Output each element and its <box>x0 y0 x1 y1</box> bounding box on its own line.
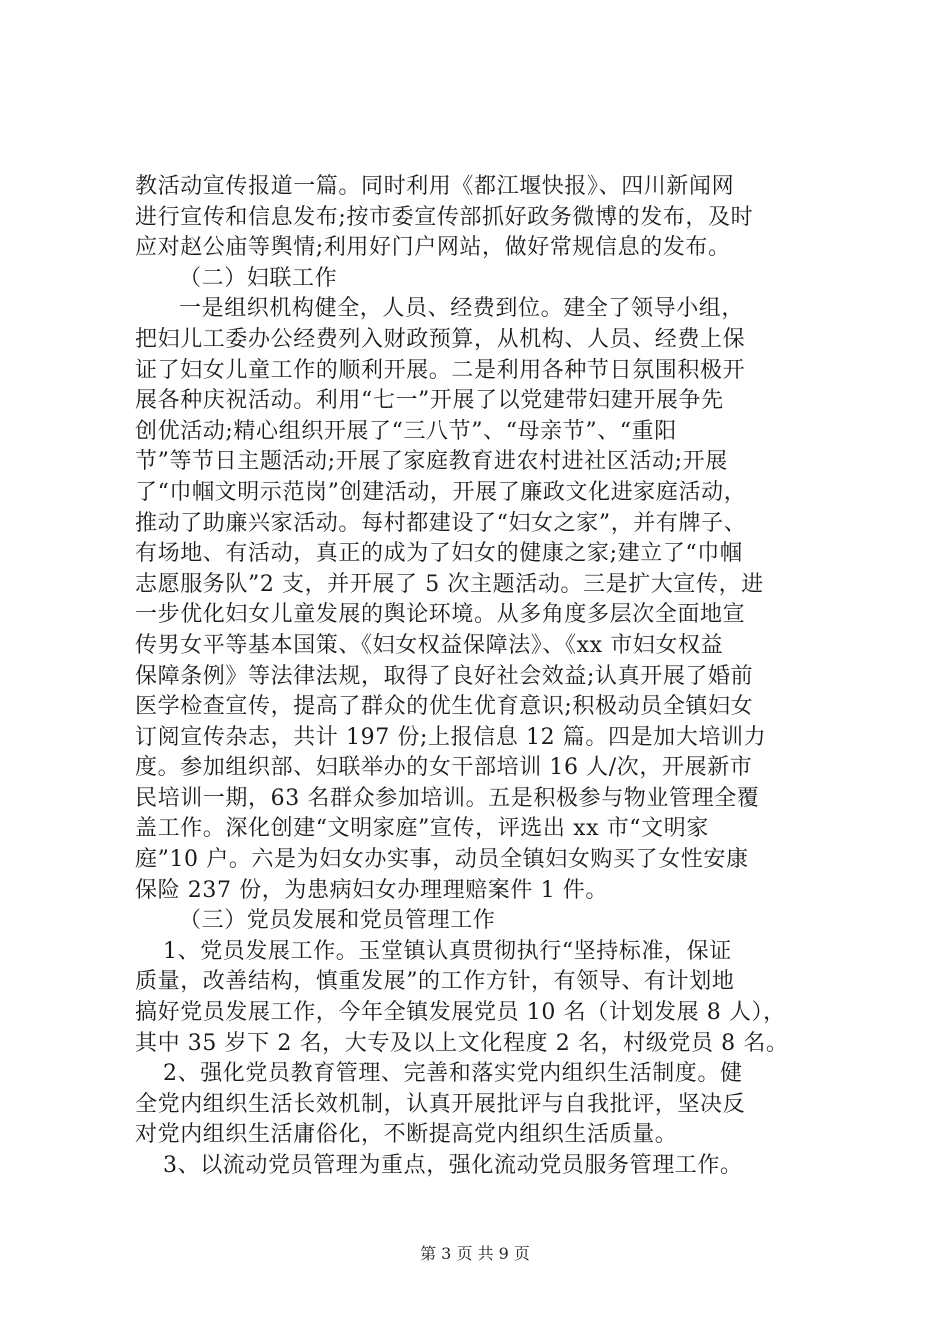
page-number-footer: 第 3 页 共 9 页 <box>420 1244 530 1263</box>
text-line: 医学检查宣传，提高了群众的优生优育意识;积极动员全镇妇女 <box>135 694 754 720</box>
text-line: 2、强化党员教育管理、完善和落实党内组织生活制度。健 <box>163 1061 743 1087</box>
text-line: 应对赵公庙等舆情;利用好门户网站，做好常规信息的发布。 <box>135 235 731 261</box>
text-line: 教活动宣传报道一篇。同时利用《都江堰快报》、四川新闻网 <box>135 174 735 199</box>
text-line: 保障条例》等法律法规，取得了良好社会效益;认真开展了婚前 <box>135 663 754 689</box>
text-line: 1、党员发展工作。玉堂镇认真贯彻执行“坚持标准，保证 <box>163 938 732 964</box>
text-line: 度。参加组织部、妇联举办的女干部培训 16 人/次，开展新市 <box>135 755 753 781</box>
document-body <box>135 172 815 1182</box>
text-line: 3、以流动党员管理为重点，强化流动党员服务管理工作。 <box>163 1153 743 1178</box>
text-line: 推动了助廉兴家活动。每村都建设了“妇女之家”，并有牌子、 <box>135 510 747 536</box>
text-line: 全党内组织生活长效机制，认真开展批评与自我批评，坚决反 <box>135 1091 746 1117</box>
text-line: 保险 237 份，为患病妇女办理理赔案件 1 件。 <box>135 877 608 903</box>
text-line: 一是组织机构健全，人员、经费到位。建全了领导小组， <box>179 296 745 322</box>
text-line: 创优活动;精心组织开展了“三八节”、“母亲节”、“重阳 <box>135 418 677 444</box>
text-line: 展各种庆祝活动。利用“七一”开展了以党建带妇建开展争先 <box>135 388 724 414</box>
text-line: 把妇儿工委办公经费列入财政预算，从机构、人员、经费上保 <box>135 326 746 352</box>
text-line: 有场地、有活动，真正的成为了妇女的健康之家;建立了“巾帼 <box>135 541 743 567</box>
section-heading-women-federation: （二）妇联工作 <box>179 265 338 291</box>
text-line: 搞好党员发展工作，今年全镇发展党员 10 名（计划发展 8 人）， <box>135 1000 786 1026</box>
text-line: 质量，改善结构，慎重发展”的工作方针，有领导、有计划地 <box>135 969 735 995</box>
text-line: 对党内组织生活庸俗化，不断提高党内组织生活质量。 <box>135 1122 678 1148</box>
text-line: 其中 35 岁下 2 名，大专及以上文化程度 2 名，村级党员 8 名。 <box>135 1030 789 1056</box>
text-line: 一步优化妇女儿童发展的舆论环境。从多角度多层次全面地宣 <box>135 602 746 628</box>
text-line: 订阅宣传杂志，共计 197 份;上报信息 12 篇。四是加大培训力 <box>135 724 767 750</box>
text-line: 节”等节日主题活动;开展了家庭教育进农村进社区活动;开展 <box>135 449 728 475</box>
text-line: 了“巾帼文明示范岗”创建活动，开展了廉政文化进家庭活动， <box>135 479 747 505</box>
text-line: 志愿服务队”2 支，并开展了 5 次主题活动。三是扩大宣传，进 <box>135 571 764 597</box>
text-line: 证了妇女儿童工作的顺利开展。二是利用各种节日氛围积极开 <box>135 357 746 383</box>
text-line: 盖工作。深化创建“文明家庭”宣传，评选出 xx 市“文明家 <box>135 816 709 842</box>
text-line: 民培训一期，63 名群众参加培训。五是积极参与物业管理全覆 <box>135 785 760 811</box>
section-heading-party-members: （三）党员发展和党员管理工作 <box>179 908 496 934</box>
text-line: 传男女平等基本国策、《妇女权益保障法》、《xx 市妇女权益 <box>135 632 724 658</box>
text-line: 庭”10 户。六是为妇女办实事，动员全镇妇女购买了女性安康 <box>135 847 749 873</box>
text-line: 进行宣传和信息发布;按市委宣传部抓好政务微博的发布，及时 <box>135 204 754 230</box>
